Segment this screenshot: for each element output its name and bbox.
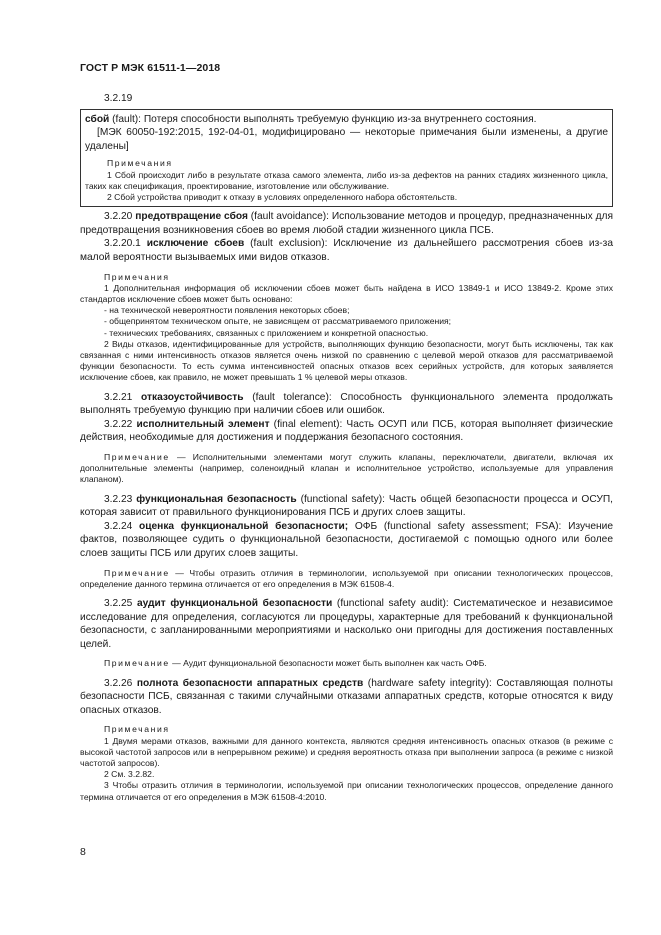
term-text: (fault avoidance): Использование методов и процедур, предназначенных для предотвращения возникновения сбоев во время любой стадии жизненного цикла ПСБ. [80,211,613,236]
term-name: исключение сбоев [146,238,245,250]
note [80,658,613,669]
note [80,568,613,590]
term-text: (hardware safety integrity): Составляющая полноты безопасности ПСБ, связанная с такими случайными отказами аппаратных средств, которые относятся к виду опасных отказов. [80,677,613,716]
term-3-2-22 [80,418,613,445]
notes-label: Примечания [104,724,170,735]
term-number: 3.2.21 [104,391,133,403]
term-3-2-25 [80,597,613,651]
note-label: Примечание [104,567,170,578]
term-text: ОФБ (functional safety assessment; FSA): Изучение фактов, позволяющее судить о функциональной безопасности, достигаемой с помощью одного или более слоев защиты ПСБ или других слоев защиты. [80,520,613,559]
term-3-2-20 [80,210,613,237]
term-number: 3.2.24 [104,520,133,532]
term-3-2-20-1 [80,237,613,264]
note-1: 1 Двумя мерами отказов, важными для данного контекста, являются средняя интенсивность опасных отказов (в режиме с высокой частотой запросов или в непрерывном режиме) и средняя вероятность отказа при выполнении запроса (в режиме с низкой частотой запросов). [80,735,613,768]
note-3: 3 Чтобы отразить отличия в терминологии, используемой при описании технологических процессов, определение данного термина отличается от его определения в МЭК 61508-4:2010. [80,780,613,802]
term-number: 3.2.25 [104,597,133,609]
page-content [80,92,613,803]
term-box-3-2-19 [80,109,613,208]
term-3-2-24 [80,520,613,561]
note-1: 1 Дополнительная информация об исключении сбоев может быть найдена в ИСО 13849-1 и ИСО 13849-2. Кроме этих стандартов исключение сбоев может быть основано: [80,282,613,304]
note-2: 2 Сбой устройства приводит к отказу в условиях определенного набора обстоятельств. [107,191,458,202]
term-name: сбой [85,113,110,125]
term-name: функциональная безопасность [136,493,297,505]
note-label: Примечание [104,451,170,462]
term-3-2-23 [80,493,613,520]
term-text: (functional safety audit): Систематическое и независимое исследование для определения, согласуются ли процедуры, характерные для требований к функциональной безопасности, с запланированными мероприятиями и насколько они пригодны для достижения поставленных целей. [80,597,613,650]
term-name: аудит функциональной безопасности [136,597,333,609]
term-name: исполнительный элемент [136,418,270,430]
note-text: — Аудит функциональной безопасности может быть выполнен как часть ОФБ. [169,658,487,669]
term-name: отказоустойчивость [141,391,244,403]
term-name: полнота безопасности аппаратных средств [136,677,364,689]
notes-label: Примечания [104,271,170,282]
note-text: — Чтобы отразить отличия в терминологии, используемой при описании технологических процессов, определение данного термина отличается от его определения в МЭК 61508-4. [80,567,613,589]
term-text: (fault tolerance): Способность функционального элемента продолжать выполнять требуемую функцию при наличии сбоев или ошибок. [80,391,613,417]
bullet-item: - технических требованиях, связанных с приложением и конкретной опасностью. [104,327,429,338]
note-label: Примечание [104,658,170,669]
term-number: 3.2.20.1 [104,238,141,250]
term-text: (fault exclusion): Исключение из дальнейшего рассмотрения сбоев из-за малой вероятности вызываемых ими видов отказов. [80,238,613,263]
note-text: — Исполнительными элементами могут служить клапаны, переключатели, двигатели, включая их дополнительные элементы (например, соленоидный клапан и исполнительное устройство, используемые для управления клапаном). [80,451,613,485]
note-2: 2 См. 3.2.82. [104,769,155,780]
term-text: (fault): Потеря способности выполнять требуемую функцию из-за внутреннего состояния. [109,113,537,125]
running-header: ГОСТ Р МЭК 61511-1—2018 [80,62,221,74]
page-number: 8 [80,846,86,858]
term-text: (final element): Часть ОСУП или ПСБ, которая выполняет физические действия, необходимые для достижения и поддержания безопасного состояния. [80,418,613,444]
term-number: 3.2.22 [104,418,133,430]
note-2: 2 Виды отказов, идентифицированные для устройств, выполняющих функцию безопасности, могут быть исключены, так как связанная с ними интенсивность отказов является очень низкой по сравнению с целевой мерой отказов для рассматриваемой функции безопасности. То есть сумма интенсивностей опасных отказов всех серийных устройств, для которых заявляется исключение сбоев, как правило, не может превышать 1 % целевой меры отказов. [80,338,613,383]
term-3-2-26 [80,677,613,718]
bullet-item: - на технической невероятности появления некоторых сбоев; [104,305,350,316]
term-name: оценка функциональной безопасности; [139,520,349,532]
term-text: (functional safety): Часть общей безопасности процесса и ОСУП, которая зависит от правильного функционирования ПСБ и других слоев защиты. [80,493,613,519]
term-definition [85,113,608,127]
term-name: предотвращение сбоя [135,211,248,223]
note-1: 1 Сбой происходит либо в результате отказа самого элемента, либо из-за дефектов на ранних стадиях жизненного цикла, таких как спецификация, проектирование, изготовление или обслуживание. [85,169,608,191]
term-number: 3.2.23 [104,493,133,505]
bullet-item: - общепринятом техническом опыте, не зависящем от рассматриваемого приложения; [104,316,452,327]
notes-label: Примечания [107,158,173,169]
term-number: 3.2.20 [104,211,133,223]
term-number-3-2-19: 3.2.19 [104,93,133,104]
note [80,452,613,486]
term-number: 3.2.26 [104,677,133,689]
term-3-2-21 [80,391,613,418]
term-reference: [МЭК 60050-192:2015, 192-04-01, модифицировано — некоторые примечания были изменены, а другие удалены] [85,127,608,152]
